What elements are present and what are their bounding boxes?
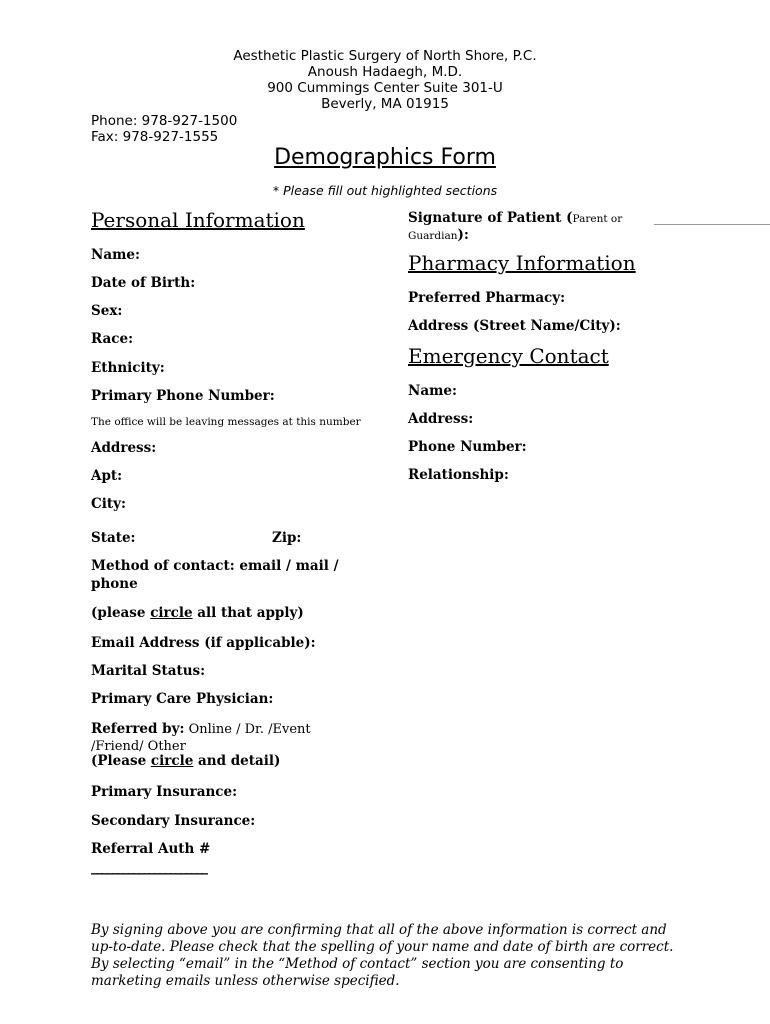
referral-auth-field[interactable]: Referral Auth # xyxy=(91,841,211,857)
office-fax: Fax: 978-927-1555 xyxy=(91,129,219,145)
detail-instruction xyxy=(91,752,280,770)
emergency-phone-field[interactable]: Phone Number: xyxy=(408,439,527,455)
contact-method-line-2: phone xyxy=(91,576,138,592)
sex-field[interactable]: Sex: xyxy=(91,303,123,319)
signature-paren-close: ): xyxy=(457,227,469,243)
address-field[interactable]: Address: xyxy=(91,440,157,456)
signature-line[interactable] xyxy=(654,224,770,225)
primary-insurance-field[interactable]: Primary Insurance: xyxy=(91,784,238,800)
phone-message-note: The office will be leaving messages at this number xyxy=(91,416,361,428)
footer-accuracy-note: By signing above you are confirming that all of the above information is correct and up-to-date. Please check that the spelling of your name and date of birth are correct. xyxy=(91,922,674,955)
email-field[interactable]: Email Address (if applicable): xyxy=(91,635,316,651)
primary-phone-field[interactable]: Primary Phone Number: xyxy=(91,388,275,404)
circle-instruction-post: all that apply) xyxy=(192,605,304,621)
name-field[interactable]: Name: xyxy=(91,247,140,263)
circle-instruction xyxy=(91,604,304,622)
emergency-relationship-field[interactable]: Relationship: xyxy=(408,467,509,483)
circle-instruction-word: circle xyxy=(150,605,193,621)
contact-method-field[interactable] xyxy=(91,557,339,593)
personal-info-heading: Personal Information xyxy=(91,208,305,232)
circle-instruction-pre: (please xyxy=(91,605,151,621)
referral-auth-line: ______________________ xyxy=(91,859,207,875)
signature-paren-open: ( xyxy=(566,210,573,226)
city-field[interactable]: City: xyxy=(91,496,126,512)
pharmacy-heading: Pharmacy Information xyxy=(408,251,636,275)
ethnicity-field[interactable]: Ethnicity: xyxy=(91,360,165,376)
form-title: Demographics Form xyxy=(274,145,496,170)
doctor-name: Anoush Hadaegh, M.D. xyxy=(307,64,463,80)
state-field[interactable]: State: xyxy=(91,530,136,546)
preferred-pharmacy-field[interactable]: Preferred Pharmacy: xyxy=(408,290,566,306)
signature-field[interactable] xyxy=(408,209,622,243)
referred-by-field[interactable] xyxy=(91,720,311,754)
apt-field[interactable]: Apt: xyxy=(91,468,123,484)
pharmacy-address-field[interactable]: Address (Street Name/City): xyxy=(408,318,621,334)
signature-label: Signature of Patient xyxy=(408,210,567,226)
zip-field[interactable]: Zip: xyxy=(272,530,302,546)
footer-email-consent: By selecting “email” in the “Method of contact” section you are consenting to marketing emails unless otherwise specified. xyxy=(91,956,624,989)
emergency-name-field[interactable]: Name: xyxy=(408,383,457,399)
city-state-zip: Beverly, MA 01915 xyxy=(321,96,449,112)
contact-method-line-1: Method of contact: email / mail / xyxy=(91,558,339,574)
detail-instruction-word: circle xyxy=(150,753,194,769)
dob-field[interactable]: Date of Birth: xyxy=(91,275,196,291)
emergency-contact-heading: Emergency Contact xyxy=(408,344,609,368)
referred-options-2: /Friend/ Other xyxy=(91,739,186,754)
referred-by-label: Referred by: xyxy=(91,721,185,737)
footer-disclaimer xyxy=(91,922,681,990)
highlight-note: * Please fill out highlighted sections xyxy=(272,183,498,198)
office-phone: Phone: 978-927-1500 xyxy=(91,113,238,129)
pcp-field[interactable]: Primary Care Physician: xyxy=(91,691,274,707)
street-address: 900 Cummings Center Suite 301-U xyxy=(267,80,503,96)
marital-status-field[interactable]: Marital Status: xyxy=(91,663,206,679)
race-field[interactable]: Race: xyxy=(91,331,134,347)
practice-name: Aesthetic Plastic Surgery of North Shore, P.C. xyxy=(233,48,537,64)
secondary-insurance-field[interactable]: Secondary Insurance: xyxy=(91,813,256,829)
signature-parent-text: Parent or xyxy=(572,213,623,225)
detail-instruction-pre: (Please xyxy=(91,753,151,769)
referred-options-1: Online / Dr. /Event xyxy=(184,722,311,737)
signature-guardian-text: Guardian xyxy=(408,230,458,242)
detail-instruction-post: and detail) xyxy=(193,753,281,769)
emergency-address-field[interactable]: Address: xyxy=(408,411,474,427)
